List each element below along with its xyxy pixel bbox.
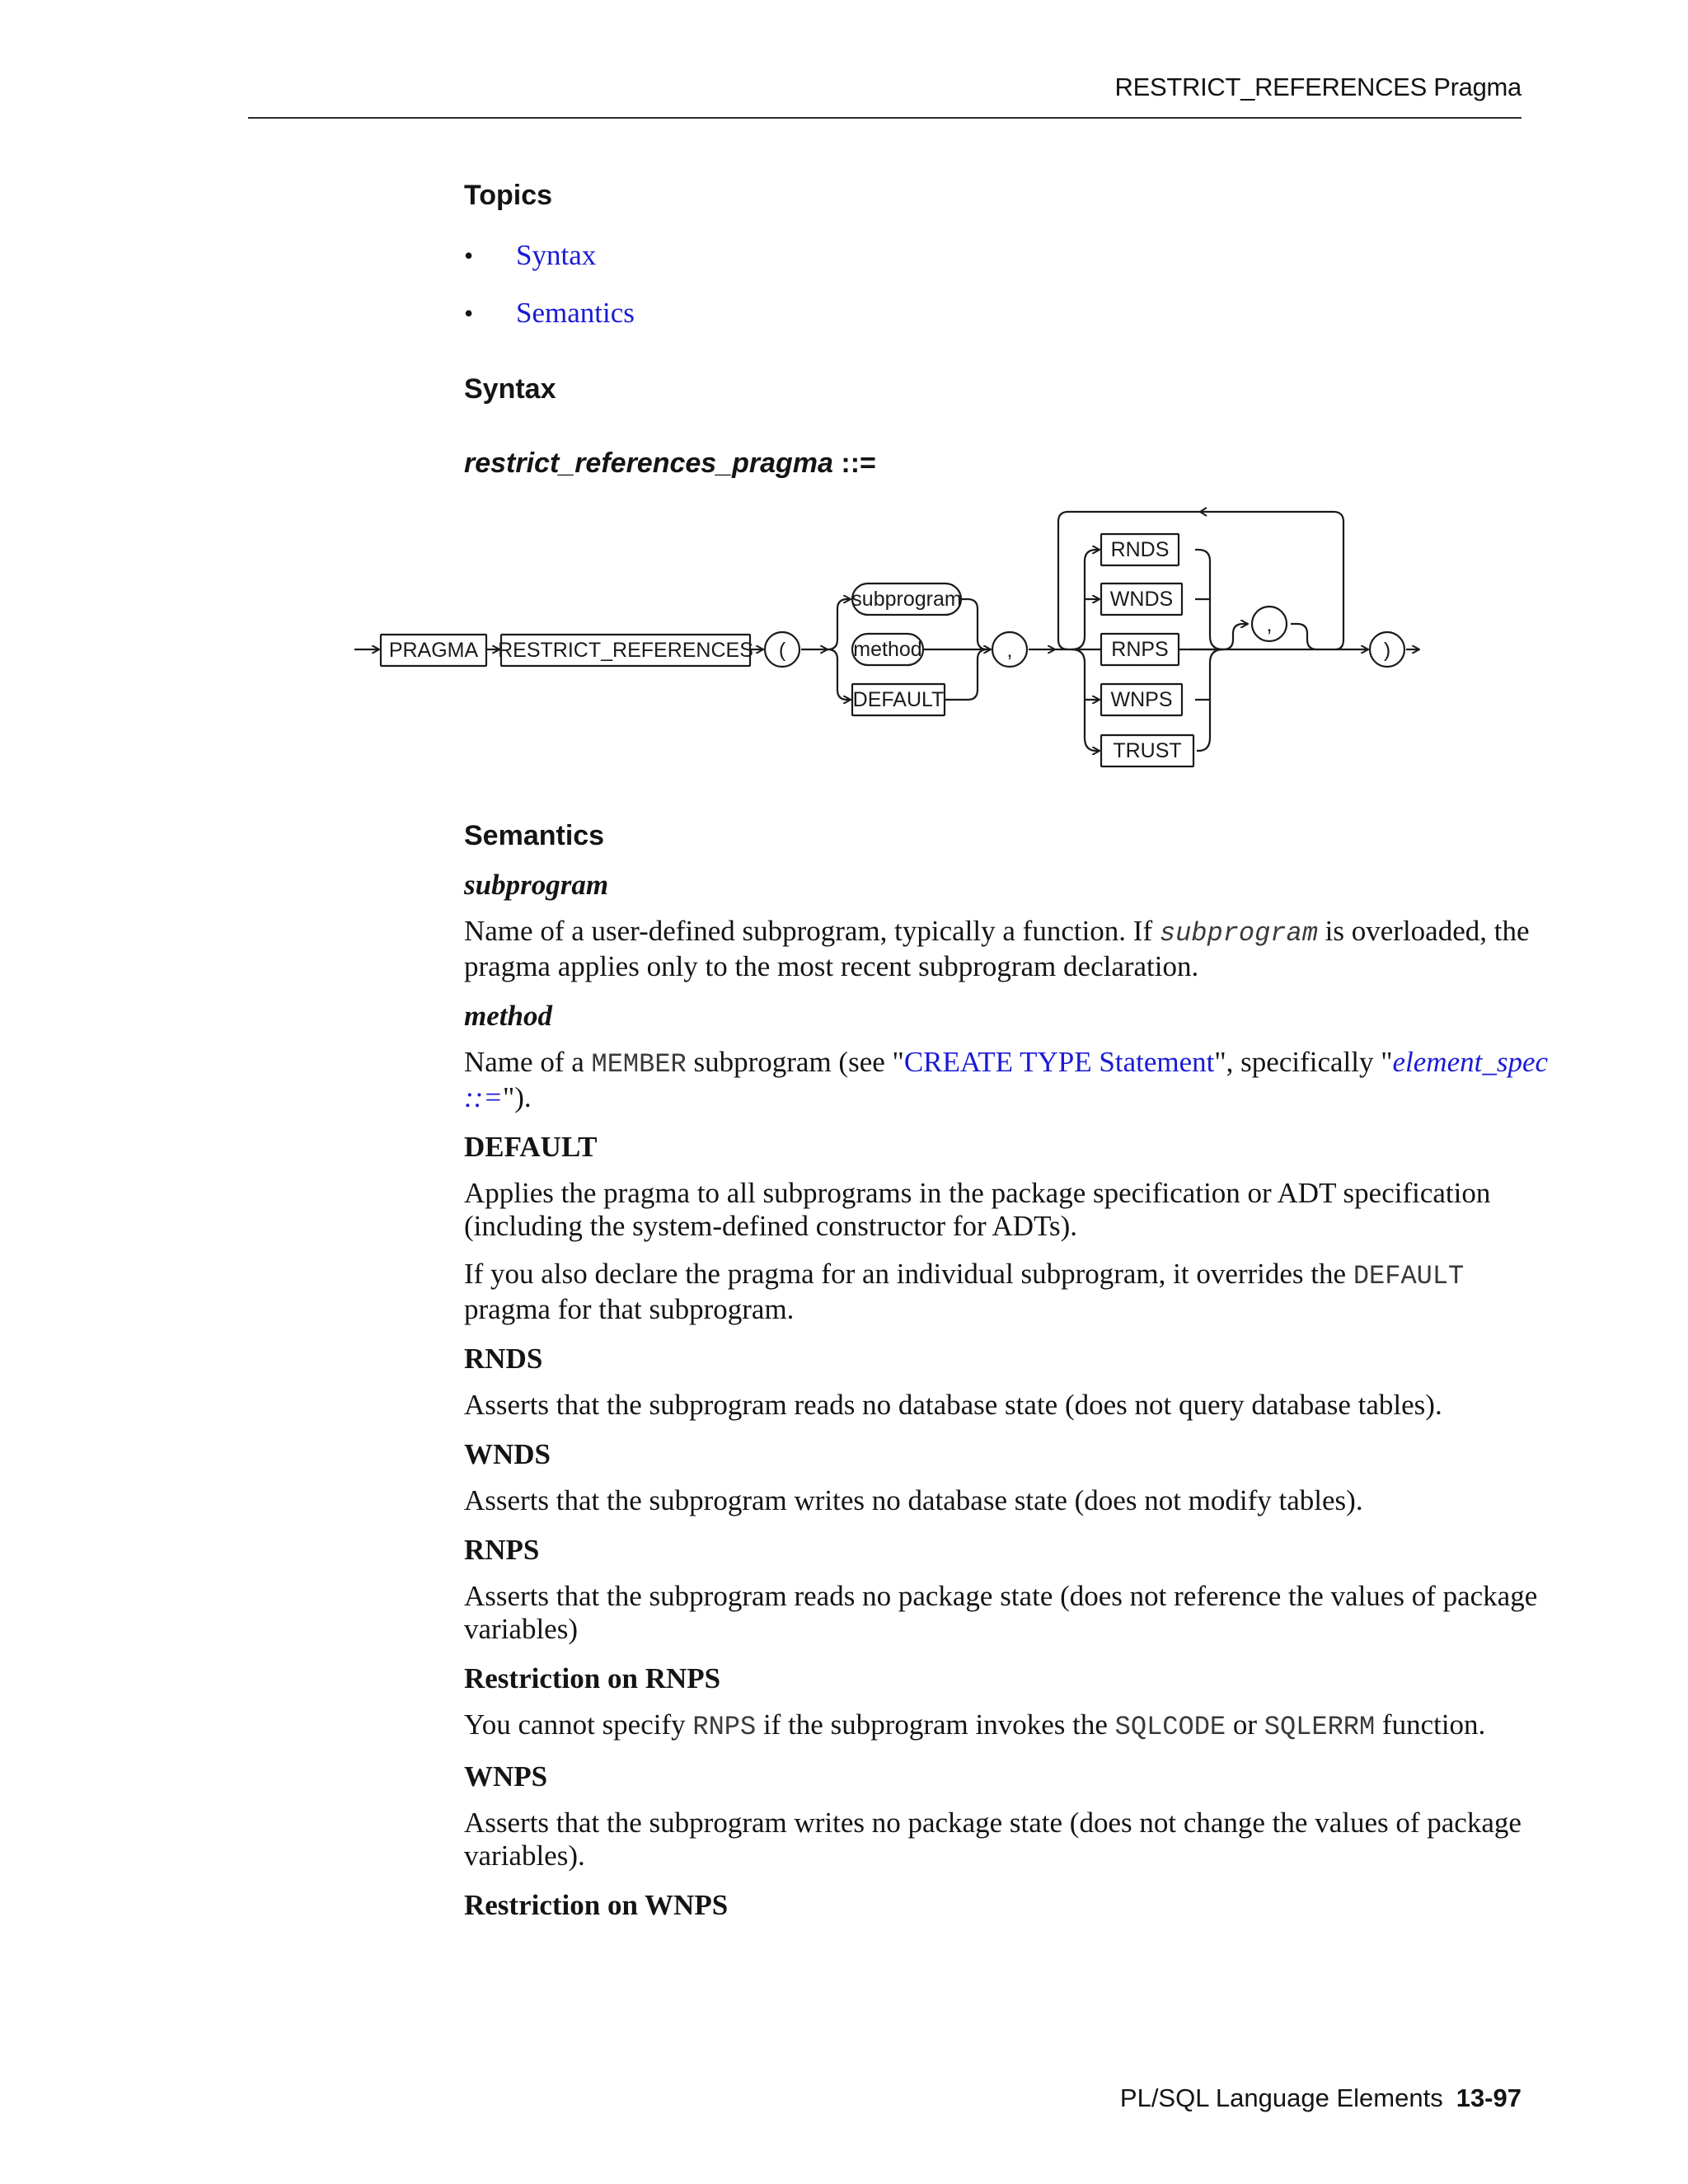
desc-wnds: Asserts that the subprogram writes no database state (does not modify tables).: [464, 1484, 1363, 1516]
diagram-label-rnps: RNPS: [1111, 638, 1169, 661]
diagram-box-default: [852, 684, 945, 715]
diagram-box-wnds: [1101, 583, 1182, 615]
link-create-type-statement[interactable]: CREATE TYPE Statement: [903, 1046, 1215, 1078]
diagram-label-rnds: RNDS: [1110, 538, 1170, 561]
topic-item-semantics: [464, 297, 635, 330]
diagram-label-wnds: WNDS: [1109, 588, 1174, 611]
term-restriction-wnps: Restriction on WNPS: [464, 1889, 729, 1921]
diagram-label-method: method: [853, 638, 922, 661]
term-rnps: RNPS: [464, 1534, 540, 1566]
desc-wnps: Asserts that the subprogram writes no package state (does not change the values of package variables).: [464, 1807, 1522, 1872]
diagram-box-restrict-references: [498, 635, 753, 666]
diagram-box-pragma: [381, 635, 486, 666]
diagram-label-default: DEFAULT: [852, 688, 945, 711]
diagram-label-wnps: WNPS: [1110, 688, 1173, 711]
diagram-label-comma: ,: [1006, 639, 1013, 662]
diagram-term-method: [852, 634, 923, 665]
diagram-terminal-comma: [992, 632, 1027, 667]
term-restriction-rnps: Restriction on RNPS: [464, 1662, 721, 1694]
term-subprogram: subprogram: [464, 869, 609, 901]
desc-restriction-rnps: You cannot specify RNPS if the subprogram invokes the SQLCODE or SQLERRM function.: [464, 1708, 1486, 1742]
page-number: 13-97: [1456, 2083, 1522, 2112]
topic-link-syntax[interactable]: Syntax: [516, 239, 597, 271]
running-head: RESTRICT_REFERENCES Pragma: [1114, 73, 1522, 101]
desc-method: Name of a MEMBER subprogram (see "CREATE TYPE Statement", specifically "element_spec ::=").: [464, 1046, 1549, 1113]
bullet-icon: •: [464, 241, 474, 270]
diagram-term-subprogram: [851, 583, 961, 615]
desc-rnps: Asserts that the subprogram reads no package state (does not reference the values of package variables): [464, 1580, 1538, 1645]
term-default: DEFAULT: [464, 1131, 598, 1163]
diagram-label-restrict-references: RESTRICT_REFERENCES: [498, 639, 753, 662]
diagram-box-rnps: [1101, 634, 1179, 665]
diagram-box-trust: [1101, 735, 1193, 766]
bnf-heading: [464, 448, 876, 480]
desc-default-2: If you also declare the pragma for an individual subprogram, it overrides the DEFAULT pragma for that subprogram.: [464, 1258, 1465, 1325]
desc-rnds: Asserts that the subprogram reads no database state (does not query database tables).: [464, 1389, 1442, 1421]
header-rule: [248, 117, 1522, 119]
diagram-label-subprogram: subprogram: [851, 588, 962, 611]
bnf-operator: ::=: [841, 448, 876, 479]
desc-default-1: Applies the pragma to all subprograms in the package specification or ADT specification (including the system-defined constructor for ADTs).: [464, 1177, 1491, 1242]
page-footer: [1120, 2083, 1522, 2113]
diagram-label-loop-comma: ,: [1266, 613, 1273, 636]
topics-heading: Topics: [464, 180, 553, 211]
diagram-terminal-loop-comma: [1252, 607, 1287, 641]
diagram-label-pragma: PRAGMA: [388, 639, 479, 662]
bnf-name: restrict_references_pragma: [464, 448, 833, 479]
topic-item-syntax: [464, 239, 596, 272]
diagram-terminal-open-paren: [765, 632, 799, 667]
diagram-terminal-close-paren: [1370, 632, 1404, 667]
diagram-label-open-paren: (: [778, 639, 786, 662]
syntax-diagram: [346, 507, 1434, 783]
bullet-icon: •: [464, 298, 474, 328]
diagram-box-wnps: [1101, 684, 1182, 715]
desc-subprogram: Name of a user-defined subprogram, typically a function. If subprogram is overloaded, the pragma applies only to the most recent subprogram declaration.: [464, 915, 1530, 982]
term-wnps: WNPS: [464, 1760, 548, 1793]
link-element-spec[interactable]: element_spec ::=: [464, 1046, 1549, 1113]
diagram-label-trust: TRUST: [1113, 739, 1182, 762]
semantics-section: [464, 820, 1552, 1935]
footer-section: PL/SQL Language Elements: [1119, 2083, 1443, 2112]
diagram-box-rnds: [1101, 534, 1179, 565]
term-rnds: RNDS: [464, 1343, 543, 1375]
term-method: method: [464, 1000, 552, 1032]
term-wnds: WNDS: [464, 1438, 551, 1470]
topic-link-semantics[interactable]: Semantics: [516, 297, 635, 329]
syntax-heading: Syntax: [464, 373, 556, 405]
diagram-label-close-paren: ): [1383, 639, 1391, 662]
semantics-heading: Semantics: [464, 820, 605, 851]
